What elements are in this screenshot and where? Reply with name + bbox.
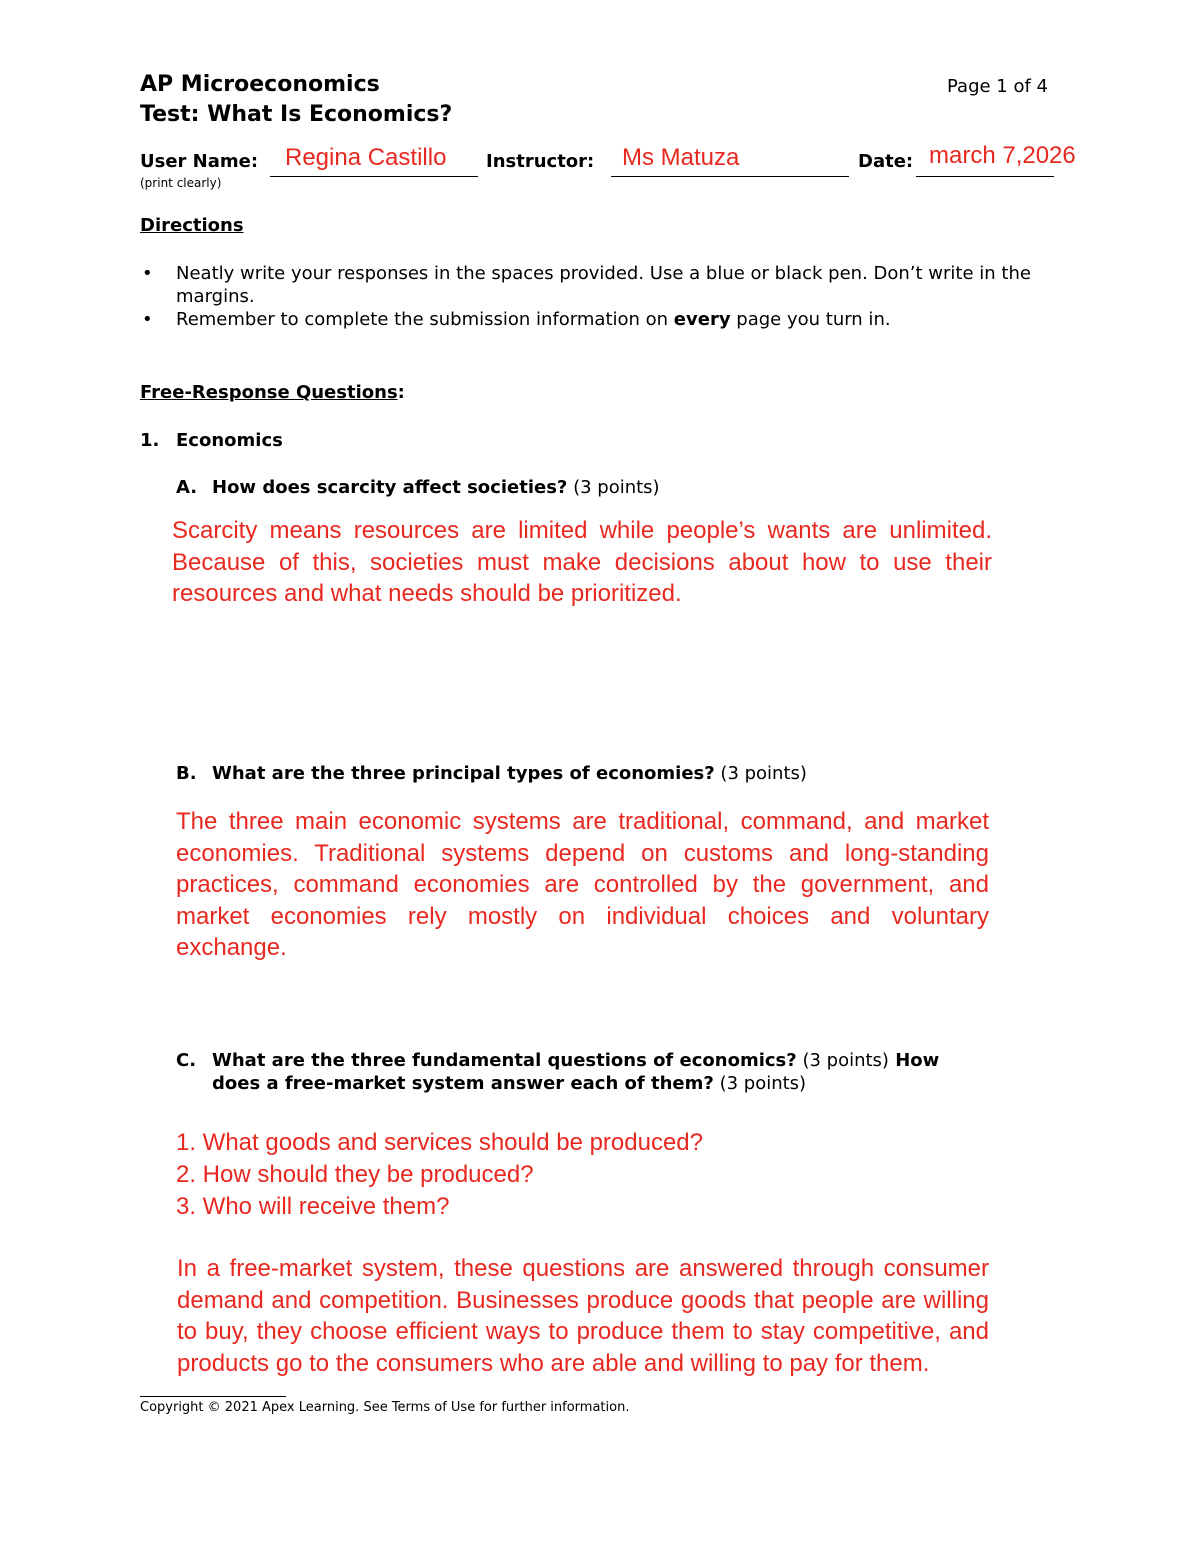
user-name-label: User Name: (140, 151, 259, 172)
directions-item-2-text: Remember to complete the submission information on (176, 309, 674, 330)
question-c-points-2: (3 points) (713, 1073, 807, 1094)
question-c-prompt: What are the three fundamental questions of economics? (212, 1050, 797, 1071)
free-response-heading (140, 382, 405, 403)
free-response-heading-text: Free-Response Questions (140, 382, 398, 403)
question-a-letter (176, 477, 197, 498)
answer-c-explanation[interactable]: In a free-market system, these questions are answered through consumer demand and competition. Businesses produce goods that people are willing to buy, they choose efficient ways to produce them to stay competitive, and products go to the consumers who are able and willing to pay for them. (177, 1255, 989, 1377)
question-c-letter (176, 1050, 196, 1071)
question-c-letter-text: C. (176, 1050, 197, 1071)
instructor-value[interactable]: Ms Matuza (622, 144, 740, 171)
answer-c-item[interactable]: 2. How should they be produced? (176, 1161, 534, 1188)
question-c-prompt-2-cont: does a free-market system answer each of them? (212, 1073, 714, 1094)
answer-c-item[interactable]: 1. What goods and services should be produced? (176, 1129, 704, 1156)
instructor-label: Instructor: (486, 151, 595, 172)
question-a (212, 477, 660, 498)
answer-a[interactable]: Scarcity means resources are limited while people’s wants are unlimited. Because of this, societies must make decisions about how to use their resources and what needs should be prioritized. (172, 517, 992, 607)
instructor-underline (611, 176, 849, 177)
directions-item (140, 308, 1060, 331)
question-b-points: (3 points) (714, 763, 807, 784)
print-clearly-note: (print clearly) (140, 176, 222, 190)
question-b (212, 763, 807, 784)
date-underline (916, 176, 1054, 177)
question-c-line-1 (212, 1050, 939, 1071)
question-a-points: (3 points) (567, 477, 660, 498)
free-response-colon: : (397, 382, 405, 403)
section-title: Economics (176, 430, 283, 451)
question-a-letter-text: A. (176, 477, 198, 498)
question-c-line-2 (212, 1073, 806, 1094)
user-name-underline (270, 176, 478, 177)
course-title: AP Microeconomics (140, 72, 380, 97)
question-b-prompt: What are the three principal types of economies? (212, 763, 715, 784)
user-name-value[interactable]: Regina Castillo (285, 144, 447, 171)
directions-item-2-emphasis: every (673, 309, 731, 330)
question-a-prompt: How does scarcity affect societies? (212, 477, 568, 498)
footer-rule (140, 1396, 286, 1397)
section-number: 1. (140, 430, 160, 451)
answer-b[interactable]: The three main economic systems are traditional, command, and market economies. Traditional systems depend on customs and long-standing practices, command economies are controlled by the government, and market economies rely mostly on individual choices and voluntary exchange. (176, 808, 989, 961)
directions-list (140, 262, 1060, 331)
test-title: Test: What Is Economics? (140, 102, 453, 127)
date-value[interactable]: march 7,2026 (929, 142, 1076, 169)
section-title-wrap (176, 430, 283, 451)
question-c-points: (3 points) (796, 1050, 889, 1071)
question-b-letter-text: B. (176, 763, 197, 784)
page-indicator: Page 1 of 4 (947, 76, 1048, 97)
directions-heading: Directions (140, 215, 244, 236)
section-heading (140, 430, 159, 451)
date-label: Date: (858, 151, 914, 172)
question-c-prompt-2: How (888, 1050, 940, 1071)
answer-c-item[interactable]: 3. Who will receive them? (176, 1193, 450, 1220)
directions-item: • Neatly write your responses in the spaces provided. Use a blue or black pen. Don’t write in the margins. (140, 262, 1060, 308)
copyright-footer: Copyright © 2021 Apex Learning. See Terms of Use for further information. (140, 1400, 630, 1415)
directions-item-2-text-end: page you turn in. (730, 309, 891, 330)
question-b-letter (176, 763, 197, 784)
